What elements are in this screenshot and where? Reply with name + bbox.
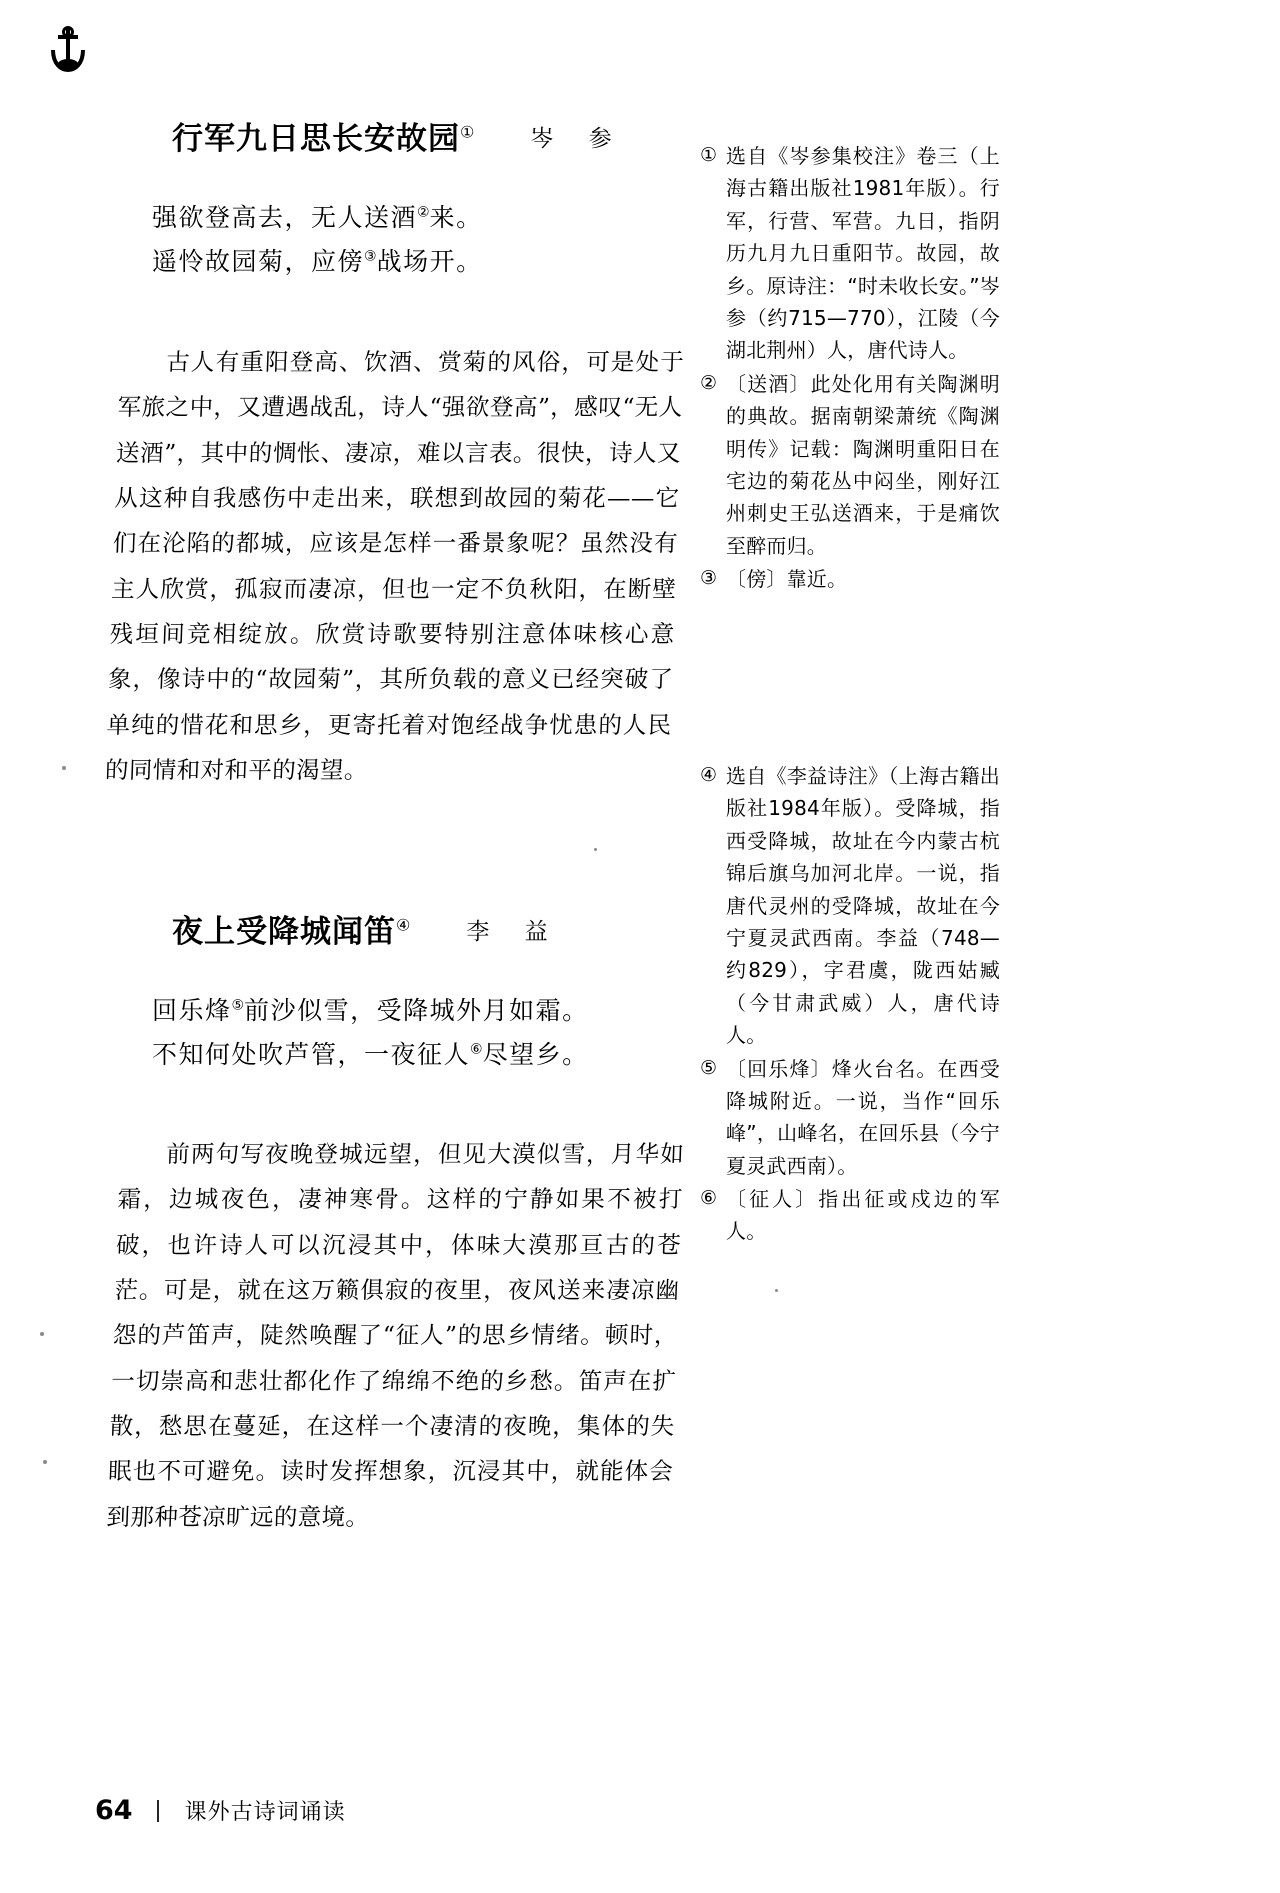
poem-line (152, 1033, 685, 1077)
poem-line-part: 尽望乡。 (482, 1039, 589, 1069)
annotation-column-2 (700, 760, 1000, 1249)
annotation-item (700, 140, 1000, 367)
annotation-number: ⑥ (700, 1187, 718, 1210)
poem-line-part: 来。 (429, 203, 483, 232)
print-speck (62, 766, 66, 770)
poem-author-2: 李 益 (466, 918, 562, 945)
poem-title-text: 行军九日思长安故园 (172, 120, 460, 157)
poem-title-2 (172, 915, 410, 949)
poem-note-ref: ② (417, 204, 430, 221)
annotation-text: 〔送酒〕此处化用有关陶渊明的典故。据南朝梁萧统《陶渊明传》记载：陶渊明重阳日在宅边的菊花丛中闷坐，刚好江州刺史王弘送酒来，于是痛饮至醉而归。 (726, 371, 1000, 558)
poem-block-2 (106, 913, 685, 1541)
footer-section-label: 课外古诗词诵读 (184, 1800, 346, 1825)
annotation-number: ② (700, 371, 718, 394)
poem-lines-1 (152, 196, 685, 284)
print-speck (43, 1460, 47, 1464)
annotation-column (700, 140, 1000, 596)
poem-note-ref: ③ (364, 248, 377, 265)
poem-lines-2 (152, 989, 685, 1077)
poem-note-ref: ⑤ (231, 997, 245, 1014)
annotation-item (700, 1183, 1000, 1248)
poem-line (152, 989, 685, 1033)
page-number: 64 (95, 1795, 133, 1826)
annotation-text: 〔傍〕靠近。 (726, 567, 848, 592)
annotation-text: 〔回乐烽〕烽火台名。在西受降城附近。一说，当作“回乐峰”，山峰名，在回乐县（今宁夏灵武西南）。 (726, 1056, 1000, 1178)
poem-title-note-ref: ④ (396, 915, 411, 935)
annotation-number: ④ (700, 764, 718, 786)
print-speck (40, 1332, 44, 1336)
poem-title-text: 夜上受降城闻笛 (172, 913, 396, 950)
poem-line-part: 前沙似雪，受降城外月如霜。 (244, 995, 589, 1025)
poem-header-2 (172, 913, 685, 949)
poem-title-1 (172, 122, 474, 156)
poem-block-1 (104, 120, 685, 793)
annotation-text: 选自《李益诗注》（上海古籍出版社1984年版）。受降城，指西受降城，故址在今内蒙古杭锦后旗乌加河北岸。一说，指唐代灵州的受降城，故址在今宁夏灵武西南。李益（748—约829），字君虞，陇西姑臧（今甘肃武威）人，唐代诗人。 (726, 764, 1000, 1048)
annotation-number: ③ (700, 567, 718, 590)
poem-line-part: 遥怜故园菊，应傍 (152, 246, 365, 276)
anchor-icon (46, 26, 90, 74)
annotation-text: 选自《岑参集校注》卷三（上海古籍出版社1981年版）。行军，行营、军营。九日，指阴历九月九日重阳节。故园，故乡。原诗注：“时未收长安。”岑参（约715—770），江陵（今湖北荆州）人，唐代诗人。 (726, 144, 1000, 363)
poem-title-note-ref: ① (460, 122, 475, 142)
poem-note-ref: ⑥ (470, 1041, 483, 1058)
page-footer (95, 1795, 346, 1826)
annotation-item (700, 1053, 1000, 1183)
poem-commentary-1: 古人有重阳登高、饮酒、赏菊的风俗，可是处于军旅之中，又遭遇战乱，诗人“强欲登高”，感叹“无人送酒”，其中的惆怅、凄凉，难以言表。很快，诗人又从这种自我感伤中走出来，联想到故园的菊花——它们在沦陷的都城，应该是怎样一番景象呢？虽然没有主人欣赏，孤寂而凄凉，但也一定不负秋阳，在断壁残垣间竞相绽放。欣赏诗歌要特别注意体味核心意象，像诗中的“故园菊”，其所负载的意义已经突破了单纯的惜花和思乡，更寄托着对饱经战争忧患的人民的同情和对和平的渴望。 (104, 347, 685, 784)
annotation-item (700, 563, 1000, 595)
annotation-text: 〔征人〕指出征或戍边的军人。 (726, 1187, 1000, 1244)
poem-line-part: 回乐烽 (152, 995, 232, 1025)
poem-header-1 (172, 120, 685, 156)
poem-line-part: 战场开。 (376, 246, 483, 276)
poem-line-part: 强欲登高去，无人送酒 (152, 203, 418, 232)
annotation-number: ① (700, 144, 718, 166)
main-content-column (104, 120, 685, 1545)
footer-divider (157, 1800, 159, 1822)
print-speck (775, 1289, 778, 1292)
annotation-item (700, 760, 1000, 1052)
poem-line (152, 240, 685, 284)
poem-line (152, 196, 685, 240)
poem-line-part: 不知何处吹芦管，一夜征人 (152, 1039, 471, 1069)
annotation-item (700, 368, 1000, 562)
poem-commentary-2: 前两句写夜晚登城远望，但见大漠似雪，月华如霜，边城夜色，凄神寒骨。这样的宁静如果不被打破，也许诗人可以沉浸其中，体味大漠那亘古的苍茫。可是，就在这万籁俱寂的夜里，夜风送来凄凉幽怨的芦笛声，陡然唤醒了“征人”的思乡情绪。顿时，一切崇高和悲壮都化作了绵绵不绝的乡愁。笛声在扩散，愁思在蔓延，在这样一个凄清的夜晚，集体的失眠也不可避免。读时发挥想象，沉浸其中，就能体会到那种苍凉旷远的意境。 (106, 1140, 685, 1532)
annotation-number: ⑤ (700, 1056, 718, 1079)
poem-author-1: 岑 参 (530, 126, 626, 152)
